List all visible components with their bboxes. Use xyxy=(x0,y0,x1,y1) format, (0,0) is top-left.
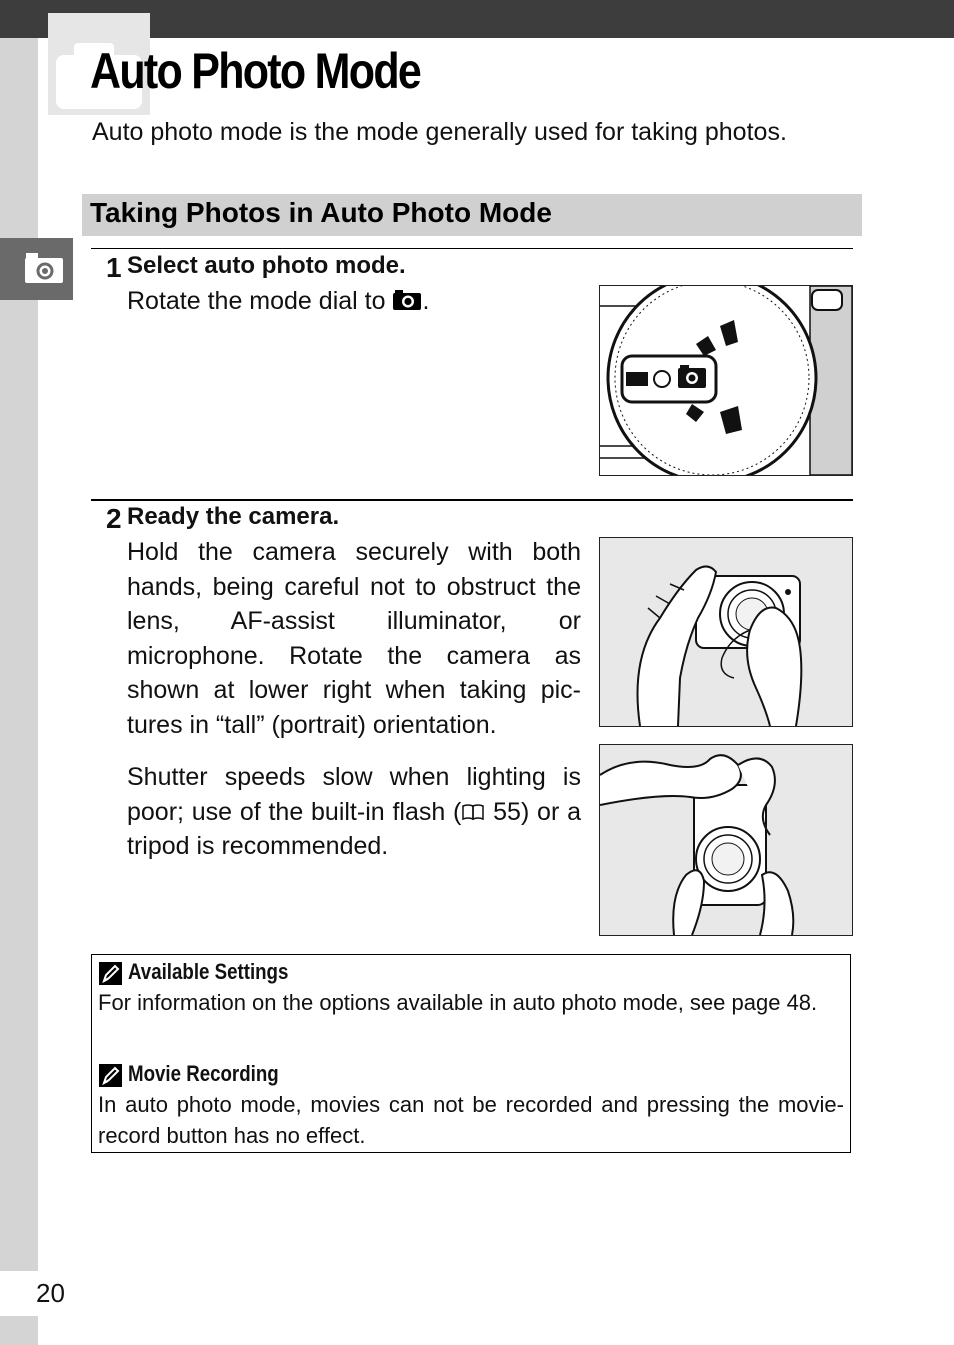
intro-text: Auto photo mode is the mode generally used for taking photos. xyxy=(92,118,787,146)
step-paragraph xyxy=(127,760,581,864)
page-number: 20 xyxy=(36,1278,65,1308)
chapter-tab[interactable] xyxy=(0,238,73,300)
step-paragraph: Hold the camera securely with both hands, being careful not to obstruct the lens, AF-assist illuminator, or microphone. Rotate the camera as shown at lower right when taking pic- tures in “tall” (portrait) orientation. xyxy=(127,538,581,739)
camera-icon xyxy=(392,289,422,311)
book-icon[interactable] xyxy=(461,803,485,821)
note-body: In auto photo mode, movies can not be recorded and pressing the movie-record button has no effect. xyxy=(98,1092,844,1148)
step-text-part: ) or a tripod is recommended. xyxy=(127,797,581,860)
step-heading: Select auto photo mode. xyxy=(127,252,406,279)
section-header xyxy=(82,194,862,236)
page-title: Auto Photo Mode xyxy=(90,43,421,99)
note-title: Available Settings xyxy=(128,959,289,984)
section-title: Taking Photos in Auto Photo Mode xyxy=(90,197,552,228)
step-text-part: Shutter speeds slow when lighting is poor; use of the built-in flash ( xyxy=(127,763,581,826)
page-reference-link[interactable]: 55 xyxy=(493,797,521,826)
camera-portrait-hold-illustration xyxy=(599,744,853,936)
step-text xyxy=(127,284,429,319)
side-bar xyxy=(0,38,38,1271)
pencil-icon xyxy=(99,1064,122,1087)
step-number: 1 xyxy=(106,252,121,283)
step-heading: Ready the camera. xyxy=(127,503,340,530)
step-divider xyxy=(91,248,853,249)
notes-box xyxy=(91,954,851,1153)
step-number: 2 xyxy=(106,503,121,534)
step-text-part: Rotate the mode dial to xyxy=(127,287,386,315)
mode-dial-illustration xyxy=(599,285,853,476)
note-body: For information on the options available in auto photo mode, see page 48. xyxy=(98,990,818,1015)
camera-icon xyxy=(0,238,73,300)
camera-landscape-hold-illustration xyxy=(599,537,853,727)
side-bar-foot xyxy=(0,1316,38,1345)
step-divider xyxy=(91,499,853,501)
pencil-icon xyxy=(99,962,122,985)
note-title: Movie Recording xyxy=(128,1061,279,1086)
step-text-part: . xyxy=(422,287,430,315)
